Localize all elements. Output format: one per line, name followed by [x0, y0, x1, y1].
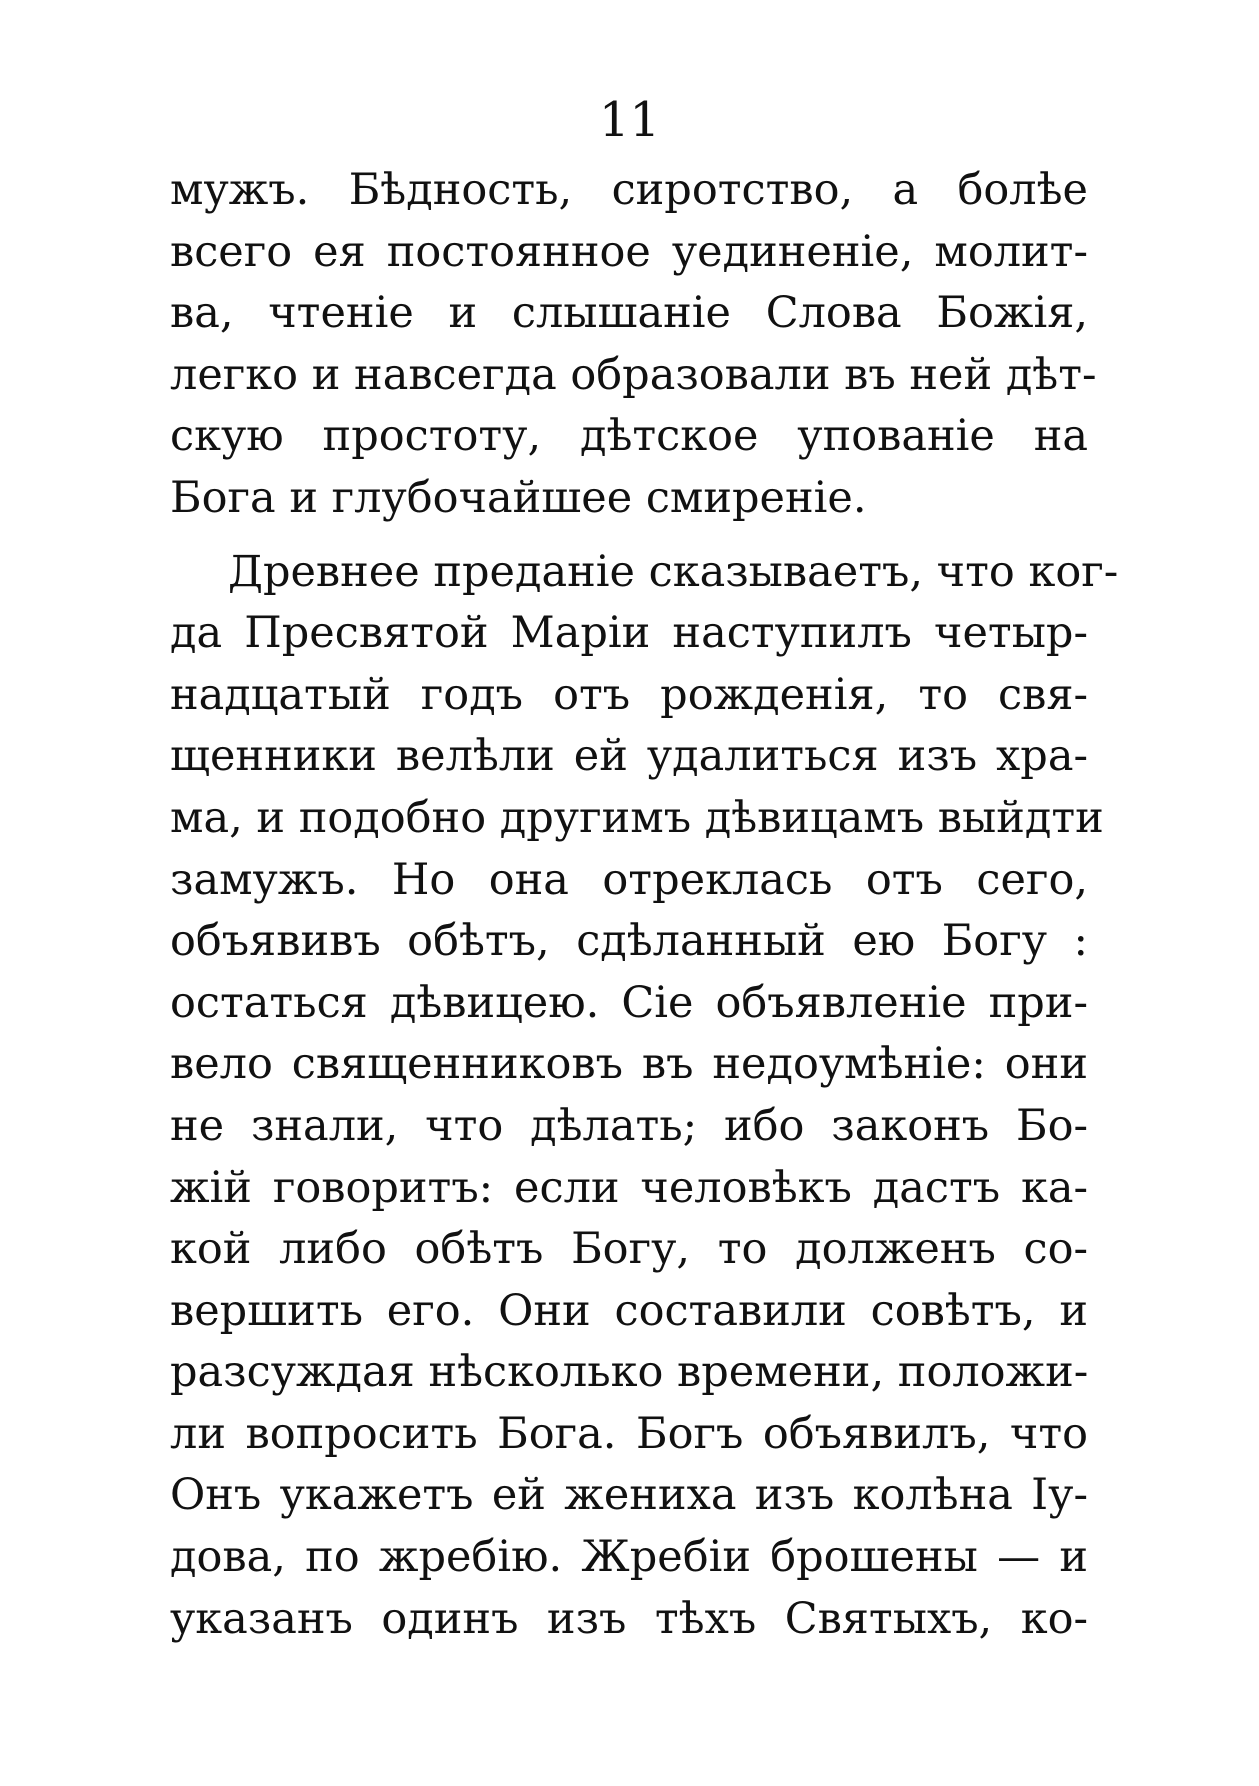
text-line: мужъ. Бѣдность, сиротство, а болѣе — [170, 165, 1088, 215]
text-line: ва, чтеніе и слышаніе Слова Божія, — [170, 288, 1088, 339]
body-text — [170, 160, 1119, 1650]
text-line: всего ея постоянное уединеніе, молит- — [170, 226, 1088, 277]
text-line: надцатый годъ отъ рожденія, то свя- — [170, 669, 1088, 720]
text-line: дова, по жребію. Жребіи брошены — и — [170, 1532, 1088, 1583]
text-line: замужъ. Но она отреклась отъ сего, — [170, 854, 1088, 905]
text-line: Древнее преданіе сказываетъ, что ког- — [228, 546, 1119, 597]
text-line: остаться дѣвицею. Сіе объявленіе при- — [170, 977, 1088, 1028]
text-line: Бога и глубочайшее смиреніе. — [170, 472, 867, 523]
text-line: объявивъ обѣтъ, сдѣланный ею Богу : — [170, 916, 1088, 967]
text-line: вершить его. Они составили совѣтъ, и — [170, 1285, 1088, 1336]
text-line: указанъ одинъ изъ тѣхъ Святыхъ, ко- — [170, 1593, 1088, 1644]
text-line: разсуждая нѣсколько времени, положи- — [170, 1347, 1089, 1398]
text-line: да Пресвятой Маріи наступилъ четыр- — [170, 608, 1088, 659]
paragraph-gap — [170, 530, 1088, 542]
text-line: Онъ укажетъ ей жениха изъ колѣна Іу- — [170, 1470, 1088, 1521]
text-line: ма, и подобно другимъ дѣвицамъ выйдти — [170, 792, 1104, 843]
page-number: 11 — [598, 92, 661, 148]
text-line: жій говоритъ: если человѣкъ дастъ ка- — [170, 1162, 1088, 1213]
text-line: вело священниковъ въ недоумѣніе: они — [170, 1039, 1088, 1090]
text-line: легко и навсегда образовали въ ней дѣт- — [170, 349, 1097, 400]
text-line: не знали, что дѣлать; ибо законъ Бо- — [170, 1100, 1088, 1151]
text-line: ли вопросить Бога. Богъ объявилъ, что — [170, 1408, 1088, 1459]
text-line: щенники велѣли ей удалиться изъ хра- — [170, 731, 1088, 782]
text-line: скую простоту, дѣтское упованіе на — [170, 411, 1088, 462]
text-line: кой либо обѣтъ Богу, то долженъ со- — [170, 1224, 1088, 1275]
